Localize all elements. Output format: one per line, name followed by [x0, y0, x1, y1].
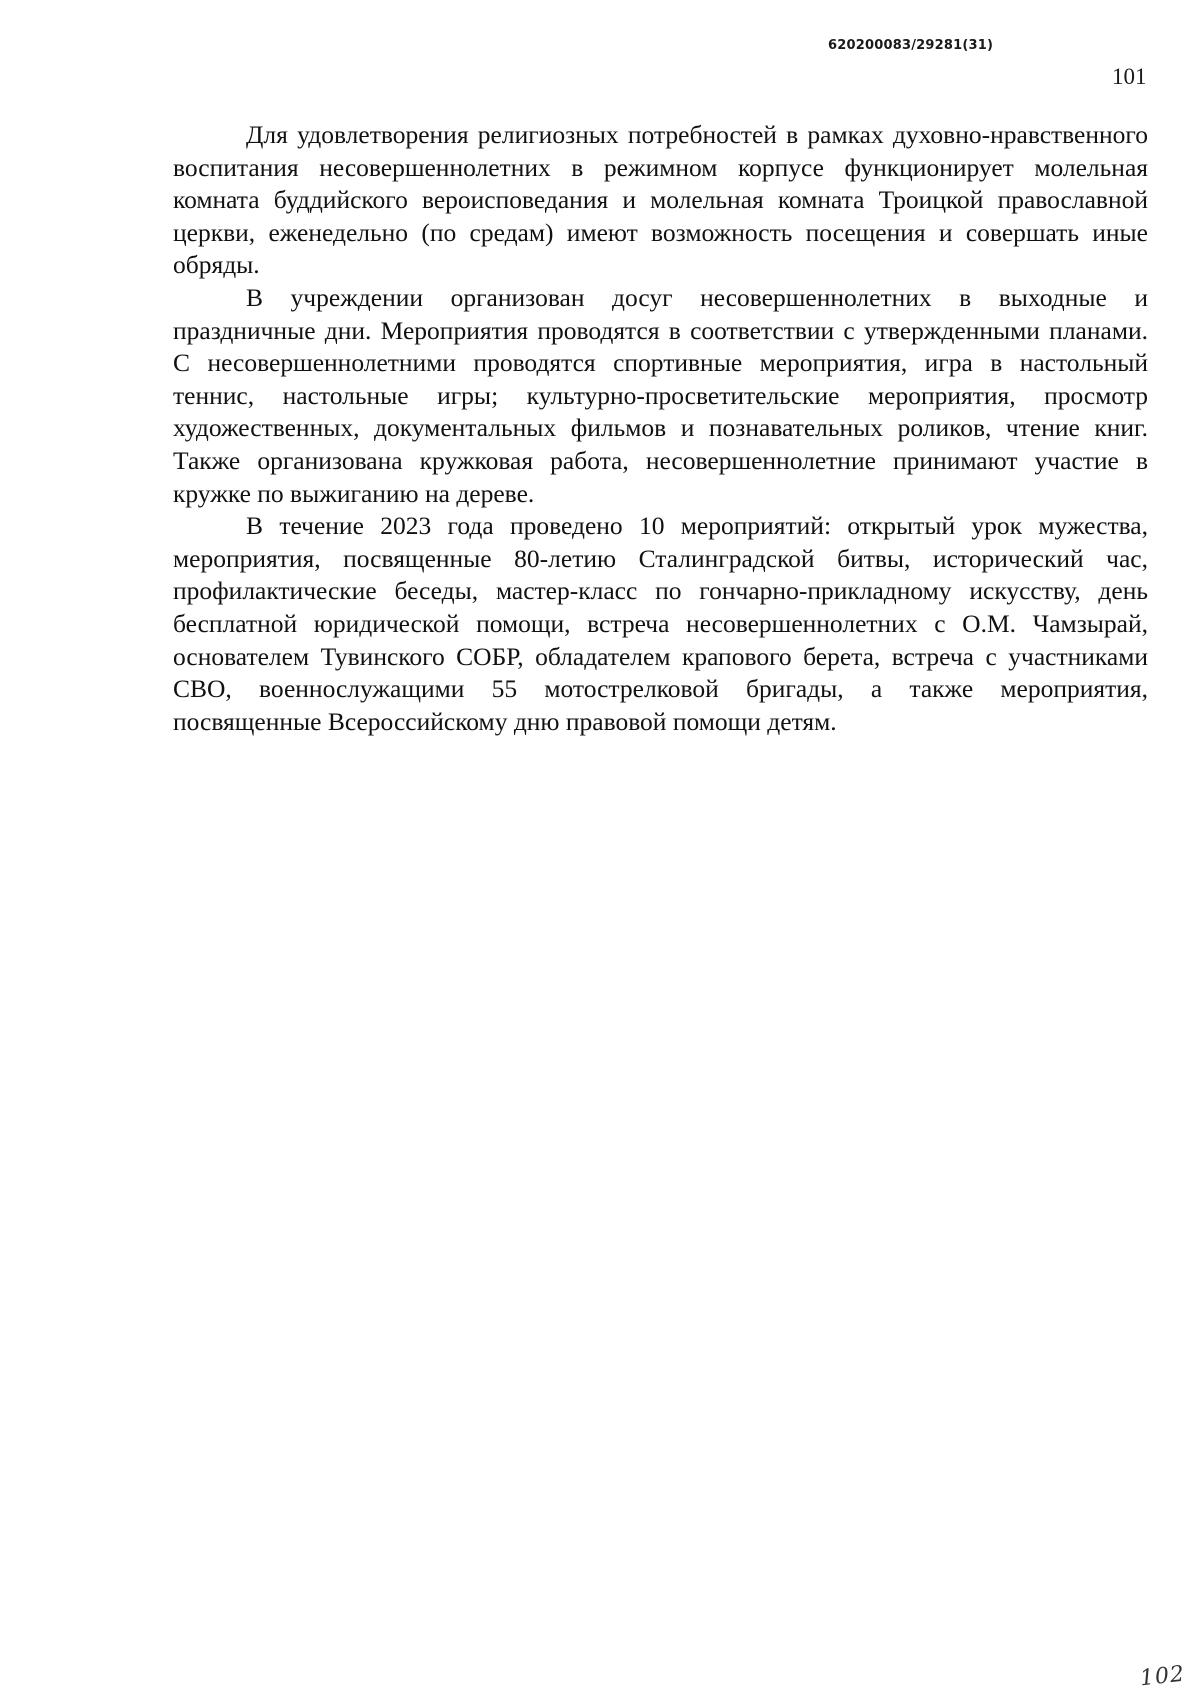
page-number: 101	[1112, 64, 1147, 89]
handwritten-page-mark: 102	[1138, 1661, 1187, 1692]
paragraph-leisure: В учреждении организован досуг несовершеннолетних в выходные и праздничные дни. Мероприятия проводятся в соответствии с утвержденными планами. С несовершеннолетними проводятся спортивные мероприятия, игра в настольный теннис, настольные игры; культурно-просветительские мероприятия, просмотр художественных, документальных фильмов и познавательных роликов, чтение книг. Также организована кружковая работа, несовершеннолетние принимают участие в кружке по выжиганию на дереве.	[173, 282, 1148, 508]
paragraph-religious-needs: Для удовлетворения религиозных потребностей в рамках духовно-нравственного воспитания несовершеннолетних в режимном корпусе функционирует молельная комната буддийского вероисповедания и молельная комната Троицкой православной церкви, еженедельно (по средам) имеют возможность посещения и совершать иные обряды.	[173, 120, 1148, 280]
document-body	[173, 119, 1148, 738]
document-id: 620200083/29281(31)	[828, 38, 994, 53]
paragraph-events-2023: В течение 2023 года проведено 10 мероприятий: открытый урок мужества, мероприятия, посвященные 80-летию Сталинградской битвы, исторический час, профилактические беседы, мастер-класс по гончарно-прикладному искусству, день бесплатной юридической помощи, встреча несовершеннолетних с О.М. Чамзырай, основателем Тувинского СОБР, обладателем крапового берета, встреча с участниками СВО, военнослужащими 55 мотострелковой бригады, а также мероприятия, посвященные Всероссийскому дню правовой помощи детям.	[173, 511, 1148, 736]
